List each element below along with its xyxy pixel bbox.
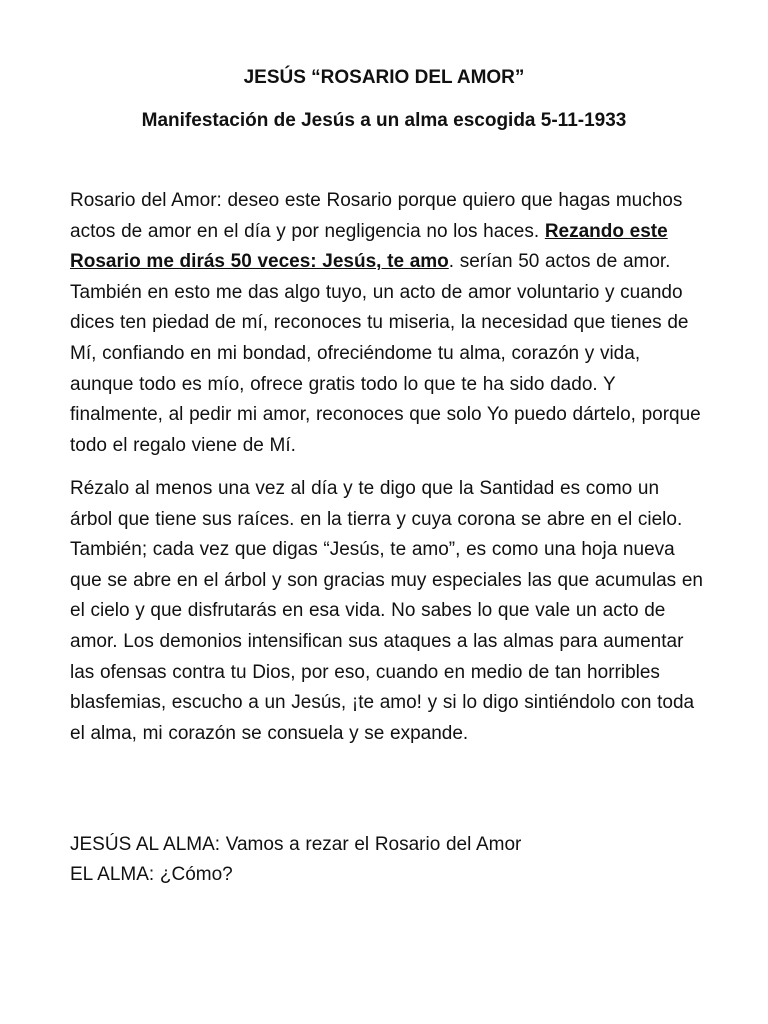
paragraph-jesus-al-alma: JESÚS AL ALMA: Vamos a rezar el Rosario del Amor (70, 834, 522, 855)
paragraph-rosario-intro (70, 186, 706, 461)
paragraph-el-alma: EL ALMA: ¿Cómo? (70, 864, 233, 885)
emphasized-text: Rezando este Rosario me dirás 50 veces: Jesús, te amo (70, 220, 668, 273)
paragraph-text: Rosario del Amor: deseo este Rosario porque quiero que hagas muchos actos de amor en el día y por negligencia no los haces. (70, 190, 683, 242)
document-subtitle: Manifestación de Jesús a un alma escogida 5-11-1933 (141, 110, 627, 131)
paragraph-text: . serían 50 actos de amor. También en esto me das algo tuyo, un acto de amor voluntario y cuando dices ten piedad de mí, reconoces tu miseria, la necesidad que tienes de Mí, confiando en mi bondad, ofreciéndome tu alma, corazón y vida, aunque todo es mío, ofrece gratis todo lo que te ha sido dado. Y finalmente, al pedir mi amor, reconoces que solo Yo puedo dártelo, porque todo el regalo viene de Mí. (70, 251, 701, 456)
paragraph-santidad: Rézalo al menos una vez al día y te digo que la Santidad es como un árbol que tiene sus raíces. en la tierra y cuya corona se abre en el cielo. También; cada vez que digas “Jesús, te amo”, es como una hoja nueva que se abre en el árbol y son gracias muy especiales las que acumulas en el cielo y que disfrutarás en esa vida. No sabes lo que vale un acto de amor. Los demonios intensifican sus ataques a las almas para aumentar las ofensas contra tu Dios, por eso, cuando en medio de tan horribles blasfemias, escucho a un Jesús, ¡te amo! y si lo digo sintiéndolo con toda el alma, mi corazón se consuela y se expande. (70, 478, 703, 744)
document-title: JESÚS “ROSARIO DEL AMOR” (243, 67, 525, 88)
